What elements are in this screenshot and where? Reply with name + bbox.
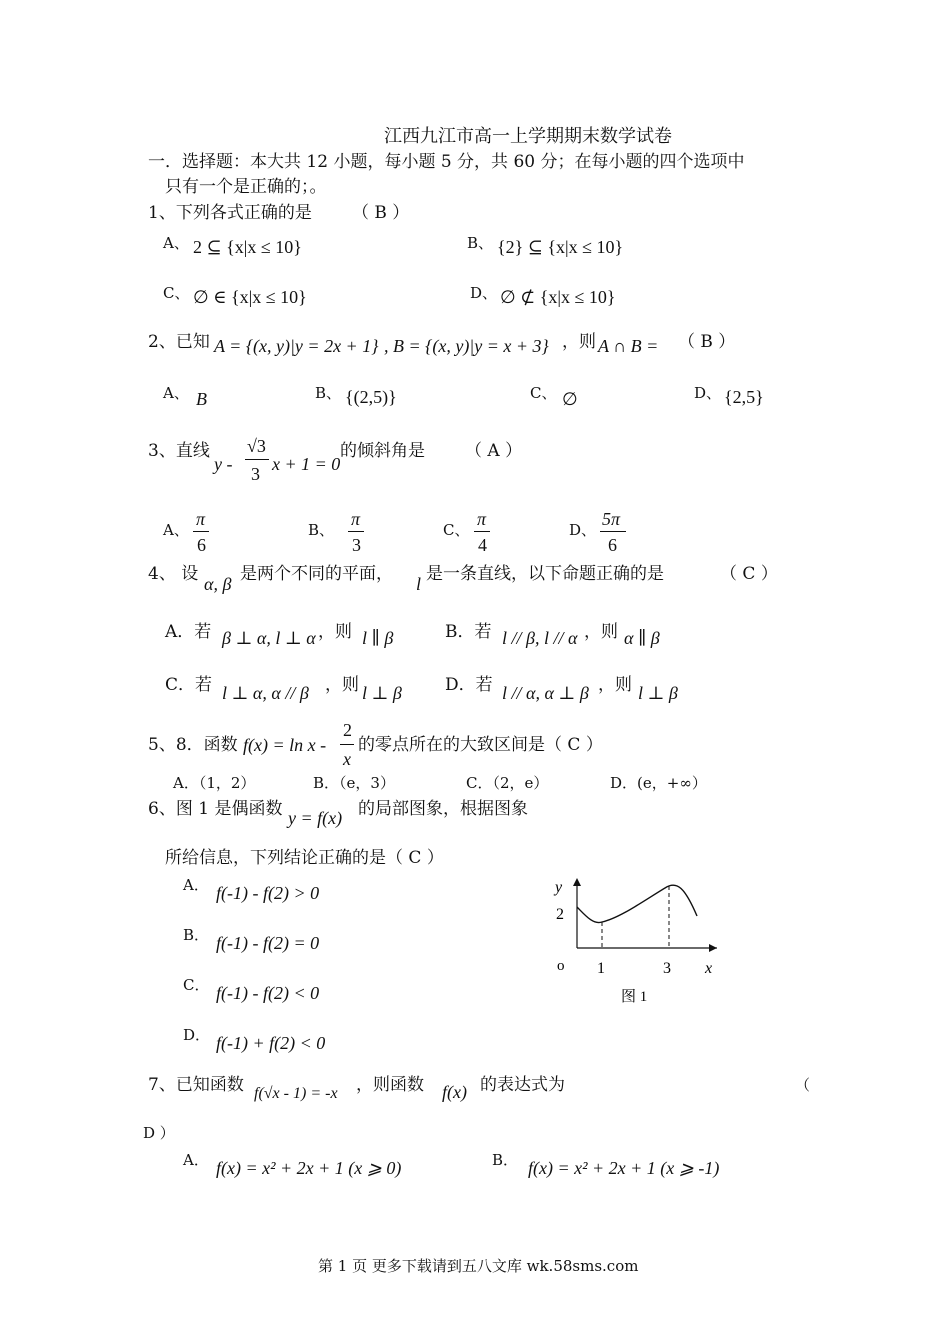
q4-option-b-result: α ∥ β [624, 628, 660, 648]
q6-func: y = f(x) [288, 808, 343, 828]
q2-stem: 2、已知 [148, 332, 210, 352]
q3-option-d-den: 6 [608, 535, 617, 555]
q7-option-a: f(x) = x² + 2x + 1 (x ⩾ 0) [216, 1158, 402, 1178]
x-tick-label-1: 1 [597, 960, 605, 977]
q4-line-var: l [416, 574, 422, 594]
q4-option-d-label: D．若 [445, 675, 493, 695]
q2-option-c: ∅ [562, 389, 578, 409]
q2-set-a: A = {(x, y)|y = 2x + 1} [214, 336, 379, 356]
q2-option-c-label: C、 [530, 384, 557, 402]
q2-option-d-label: D、 [694, 384, 722, 402]
q3-suffix: 的倾斜角是 [340, 441, 425, 461]
q5-stem: 5、8．函数 [148, 735, 238, 755]
q3-option-b-den: 3 [352, 535, 361, 555]
y-axis-arrow [573, 878, 581, 886]
q5-func: f(x) = ln x - [243, 735, 327, 755]
q5-option-a: A．（1，2） [173, 774, 256, 792]
q3-rhs: x + 1 = 0 [272, 454, 341, 474]
q1-option-a-label: A、 [163, 234, 189, 252]
q1-option-a: 2 ⊆ {x|x ≤ 10} [193, 237, 302, 257]
q5-option-c: C．（2，e） [466, 774, 549, 792]
q2-set-b: , B = {(x, y)|y = x + 3} [384, 336, 549, 356]
q4-option-a-cond: β ⊥ α, l ⊥ α [222, 628, 316, 648]
q7-option-a-label: A． [183, 1151, 209, 1169]
q4-option-d-cond: l // α, α ⊥ β [502, 683, 589, 703]
q6-stem-suffix: 的局部图象，根据图象 [358, 799, 528, 819]
q6-stem: 6、图 1 是偶函数 [148, 799, 283, 819]
q1-answer: （ B ） [352, 203, 410, 223]
q2-option-a-label: A、 [163, 384, 189, 402]
q4-option-a-then: ，则 [318, 622, 352, 642]
q5-option-b: B．（e，3） [313, 774, 395, 792]
q7-option-b-label: B． [492, 1151, 519, 1169]
q4-option-c-result: l ⊥ β [362, 683, 402, 703]
q3-option-a-bar [193, 531, 209, 532]
q4-option-b-label: B．若 [445, 622, 492, 642]
q2-then: ，则 [562, 332, 596, 352]
q6-option-c: f(-1) - f(2) < 0 [216, 983, 320, 1003]
q3-lhs: y - [214, 454, 233, 474]
q2-option-a: B [196, 389, 207, 409]
q4-vars: α, β [204, 574, 232, 594]
q3-frac-num: √3 [247, 436, 266, 456]
q4-option-b-cond: l // β, l // α [502, 628, 578, 648]
q6-option-d: f(-1) + f(2) < 0 [216, 1033, 326, 1053]
q7-answer: D ） [143, 1124, 175, 1142]
q4-option-a-label: A．若 [165, 622, 212, 642]
q3-option-a-num: π [196, 509, 206, 529]
origin-label: o [557, 958, 565, 974]
q6-option-c-label: C． [183, 976, 210, 994]
q3-option-a-label: A、 [163, 521, 189, 539]
x-axis-arrow [709, 944, 717, 952]
q3-option-c-bar [474, 531, 490, 532]
q6-option-d-label: D． [183, 1026, 211, 1044]
x-axis-label: x [705, 960, 713, 977]
q7-stem: 7、已知函数 [148, 1075, 244, 1095]
q1-option-b: {2} ⊆ {x|x ≤ 10} [497, 237, 624, 257]
q5-frac-den: x [343, 749, 351, 769]
q3-option-c-den: 4 [478, 535, 487, 555]
q4-stem: 4、 设 [148, 564, 199, 584]
q3-option-a-den: 6 [197, 535, 206, 555]
q3-option-d-bar [600, 531, 626, 532]
q1-option-c: ∅ ∈ {x|x ≤ 10} [193, 287, 307, 307]
page-title: 江西九江市高一上学期期末数学试卷 [384, 126, 672, 147]
q3-option-c-label: C、 [443, 521, 470, 539]
q3-option-d-label: D、 [569, 521, 597, 539]
q4-stem-suffix: 是一条直线，以下命题正确的是 [426, 564, 664, 584]
q5-suffix: 的零点所在的大致区间是（ C ） [358, 735, 603, 755]
q6-option-b: f(-1) - f(2) = 0 [216, 933, 320, 953]
q4-stem-mid: 是两个不同的平面， [240, 564, 393, 584]
q7-suffix: 的表达式为 [480, 1075, 565, 1095]
q6-option-a: f(-1) - f(2) > 0 [216, 883, 320, 903]
q2-option-b: {(2,5)} [345, 387, 397, 407]
function-graph-figure [545, 870, 735, 1010]
q4-option-d-result: l ⊥ β [638, 683, 678, 703]
q3-option-b-label: B、 [308, 521, 335, 539]
q2-option-d: {2,5} [724, 387, 764, 407]
q3-stem: 3、直线 [148, 441, 210, 461]
q4-option-a-result: l ∥ β [362, 628, 394, 648]
q3-option-d-num: 5π [602, 509, 621, 529]
q5-frac-bar [340, 744, 354, 745]
q4-option-c-then: ，则 [325, 675, 359, 695]
q3-option-b-bar [348, 531, 364, 532]
q5-frac-num: 2 [343, 720, 352, 740]
q3-frac-bar [245, 459, 269, 460]
q2-option-b-label: B、 [315, 384, 342, 402]
q4-option-d-then: ，则 [598, 675, 632, 695]
q2-expr: A ∩ B = [598, 336, 659, 356]
q3-option-b-num: π [351, 509, 361, 529]
q3-answer: （ A ） [465, 441, 523, 461]
q7-mid: ，则函数 [356, 1075, 424, 1095]
q4-option-b-then: ，则 [584, 622, 618, 642]
q6-option-b-label: B． [183, 926, 210, 944]
q1-option-d: ∅ ⊄ {x|x ≤ 10} [500, 287, 616, 307]
q7-given: f(√x - 1) = -x [254, 1085, 338, 1102]
q1-option-d-label: D、 [470, 284, 498, 302]
q1-option-c-label: C、 [163, 284, 190, 302]
q1-stem: 1、下列各式正确的是 [148, 203, 312, 223]
q1-option-b-label: B、 [467, 234, 494, 252]
q4-option-c-label: C．若 [165, 675, 213, 695]
q7-paren-open: （ [795, 1076, 811, 1094]
section-heading-cont: 只有一个是正确的；。 [165, 177, 327, 197]
x-tick-label-3: 3 [663, 960, 671, 977]
q7-option-b: f(x) = x² + 2x + 1 (x ⩾ -1) [528, 1158, 720, 1178]
q5-option-d: D．(e，+∞） [610, 774, 707, 792]
q6-option-a-label: A． [183, 876, 209, 894]
q2-answer: （ B ） [678, 332, 736, 352]
figure-caption: 图 1 [621, 989, 648, 1005]
page-footer: 第 1 页 更多下载请到五八文库 wk.58sms.com [318, 1257, 639, 1275]
q3-frac-den: 3 [251, 464, 260, 484]
function-curve [577, 885, 697, 922]
q6-stem-line2: 所给信息，下列结论正确的是（ C ） [165, 848, 444, 868]
q7-func: f(x) [442, 1082, 467, 1102]
q4-answer: （ C ） [720, 564, 778, 584]
y-tick-label: 2 [556, 906, 564, 923]
q4-option-c-cond: l ⊥ α, α // β [222, 683, 309, 703]
q3-option-c-num: π [477, 509, 487, 529]
y-axis-label: y [555, 879, 563, 896]
section-heading: 一．选择题：本大共 12 小题，每小题 5 分，共 60 分；在每小题的四个选项中 [148, 152, 745, 172]
